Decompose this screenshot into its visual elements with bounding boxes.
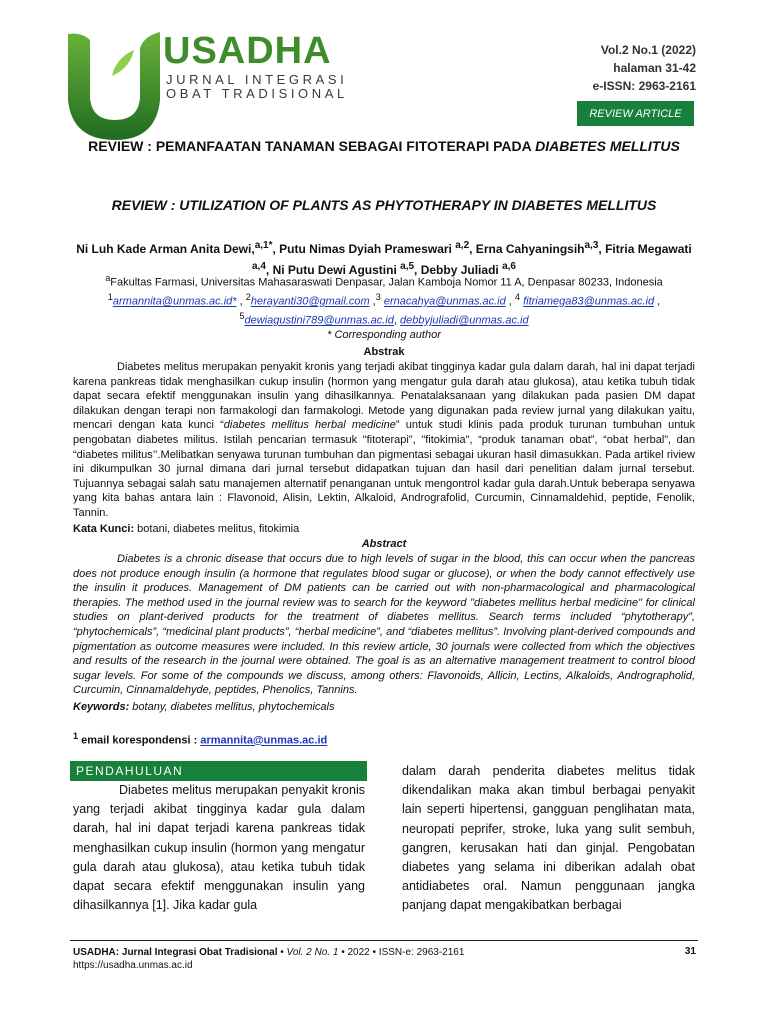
email-link[interactable]: fitriamega83@unmas.ac.id <box>523 295 655 308</box>
section-heading: PENDAHULUAN <box>70 761 367 781</box>
footer-citation: USADHA: Jurnal Integrasi Obat Tradisional • Vol. 2 No. 1 • 2022 • ISSN-e: 2963-2161 <box>73 947 465 958</box>
body-column-left: Diabetes melitus merupakan penyakit kronis yang terjadi akibat tingginya kadar gula dalam darah, hal ini dapat terjadi karena pankreas tidak menghasilkan cukup insulin (hormon yang mengatur gula darah atau glukosa), atau ketika tubuh tidak dapat secara efektif menggunakan insulin yang dihasilkannya [1]. Jika kadar gula <box>73 783 365 913</box>
journal-subtitle-1: JURNAL INTEGRASI <box>166 72 348 87</box>
keywords: Keywords: botany, diabetes mellitus, phytochemicals <box>73 701 335 713</box>
email-link[interactable]: armannita@unmas.ac.id* <box>112 295 237 308</box>
footer-url[interactable]: https://usadha.unmas.ac.id <box>73 960 193 971</box>
email-link[interactable]: herayanti30@gmail.com <box>250 295 370 308</box>
email-list-2: $^5$dewiagustini789@unmas.ac.id, debbyjuliadi@unmas.ac.id <box>239 311 529 327</box>
journal-brand: USADHA <box>163 30 332 72</box>
abstract-heading: Abstract <box>361 538 407 550</box>
email-link[interactable]: debbyjuliadi@unmas.ac.id <box>400 314 529 327</box>
eissn: e-ISSN: 2963-2161 <box>592 79 696 93</box>
email-link[interactable]: dewiagustini789@unmas.ac.id <box>244 314 394 327</box>
journal-meta <box>593 41 696 95</box>
page-number: 31 <box>684 946 696 957</box>
article-type-badge: REVIEW ARTICLE <box>577 101 694 126</box>
body-column-right: dalam darah penderita diabetes melitus tidak dikendalikan maka akan timbul berbagai penyakit lain seperti hipertensi, gangguan penglihatan mata, neuropati peprifer, stroke, luka yang sulit sembuh, gangren, kerusakan hati dan ginjal. Pengobatan diabetes yang selama ini diberikan adalah obat antidiabetes oral. Namun penggunaan jangka panjang dapat mengakibatkan berbagai <box>402 764 695 913</box>
correspondence-email-link[interactable]: armannita@unmas.ac.id <box>200 734 328 747</box>
title-indonesian: REVIEW : PEMANFAATAN TANAMAN SEBAGAI FITOTERAPI PADA DIABETES MELLITUS <box>88 138 680 154</box>
volume: Vol.2 No.1 (2022) <box>600 43 696 57</box>
abstrak-body: Diabetes melitus merupakan penyakit kronis yang terjadi akibat tingginya kadar gula dalam darah, hal ini dapat terjadi karena pankreas tidak menghasilkan cukup insulin (hormon yang mengatur gula darah atau glukosa), atau ketika tubuh tidak dapat secara efektif menggunakan insulin yang dihasilkannya. Penatalaksanaan yang dilakukan pada pasien DM dapat dilakukan dengan terapi non farmakologi dan farmakologi. Metode yang digunakan pada review jurnal yang dilakukan yaitu, mencari dengan kata kunci “diabetes mellitus herbal medicine” untuk studi klinis pada produk turunan tumbuhan untuk pengobatan diabetes militus. Istilah pencarian termasuk "fitoterapi", "fitokimia", “produk tanaman obat”, “obat herbal”, dan “diabetes militus’’.Melibatkan senyawa turunan tumbuhan dan pigmentasi sebagai ukuran hasil dimasukkan. Pada artikel riview ini dikumpulkan 30 jurnal dimana dari jurnal tersebut didapatkan tujuan dan hasil dari penelitian dalam jurnal tersebut. Tujuannya sebagai salah satu manajemen alternatif penanganan untuk mengontrol kadar gula darah.Untuk beberapa senyawa yang kita bahas antara lain : Flavonoid, Alisin, Lektin, Alkaloid, Andrografolid, Curcumin, Cinnamaldehid, peptide, Fenolik, Tannin. <box>73 361 696 519</box>
abstract-body: Diabetes is a chronic disease that occurs due to high levels of sugar in the blood, this can occur when the pancreas does not produce enough insulin (a hormone that regulates blood sugar or glucose), or when the body cannot effectively use the insulin it produces. Management of DM patients can be carried out with non-pharmacological and pharmacological therapies. The method used in the journal review was to search for the keyword "diabetes mellitus herbal medicine" for clinical studies on plant-derived products for the treatment of diabetes mellitus. Search terms included “phytotherapy”, “phytochemicals”, “medicinal plant products”, “herbal medicine”, and “diabetes mellitus”. Involving plant-derived compounds and pigmentation as outcome measures were included. In this review article, 30 journals were collected from which the objectives and results of the research in the journal were obtained. The goal is as an alternative management treatment to control blood sugar levels. For some of the compounds we discuss, among others: Flavonoids, Allicin, Lectins, Alkaloids, Andrographolid, Curcumin, Cinnamaldehyde, peptides, Phenolics, Tannins. <box>73 553 695 697</box>
correspondence-email: $^1$ email korespondensi : armannita@unmas.ac.id <box>73 731 328 747</box>
email-list: $^1$armannita@unmas.ac.id* , $^2$herayanti30@gmail.com ,$^3$ ernacahya@unmas.ac.id , $^4$ fitriamega83@unmas.ac.id , <box>107 292 661 308</box>
affiliation-block <box>70 271 698 343</box>
title-english: REVIEW : UTILIZATION OF PLANTS AS PHYTOTHERAPY IN DIABETES MELLITUS <box>111 197 657 213</box>
footer <box>73 946 698 972</box>
journal-subtitle-2: OBAT TRADISIONAL <box>166 86 348 101</box>
pages: halaman 31-42 <box>613 61 696 75</box>
kata-kunci: Kata Kunci: botani, diabetes melitus, fitokimia <box>73 523 300 535</box>
author-list: Ni Luh Kade Arman Anita Dewi,$^{a,1*}$, Putu Nimas Dyiah Prameswari $^{a,2}$, Erna Cahyaningsih$^{a,3}$, Fitria Megawati $^{a,4}$, Ni Putu Dewi Agustini $^{a,5}$, Debby Juliadi $^{a,6}$ <box>76 240 692 277</box>
footer-rule <box>70 940 698 941</box>
affiliation: $^a$Fakultas Farmasi, Universitas Mahasaraswati Denpasar, Jalan Kamboja Nomor 11 A, Denpasar 80233, Indonesia <box>105 273 663 289</box>
corresponding-note: * Corresponding author <box>327 329 441 342</box>
abstrak-heading: Abstrak <box>363 346 405 358</box>
email-link[interactable]: ernacahya@unmas.ac.id <box>383 295 506 308</box>
